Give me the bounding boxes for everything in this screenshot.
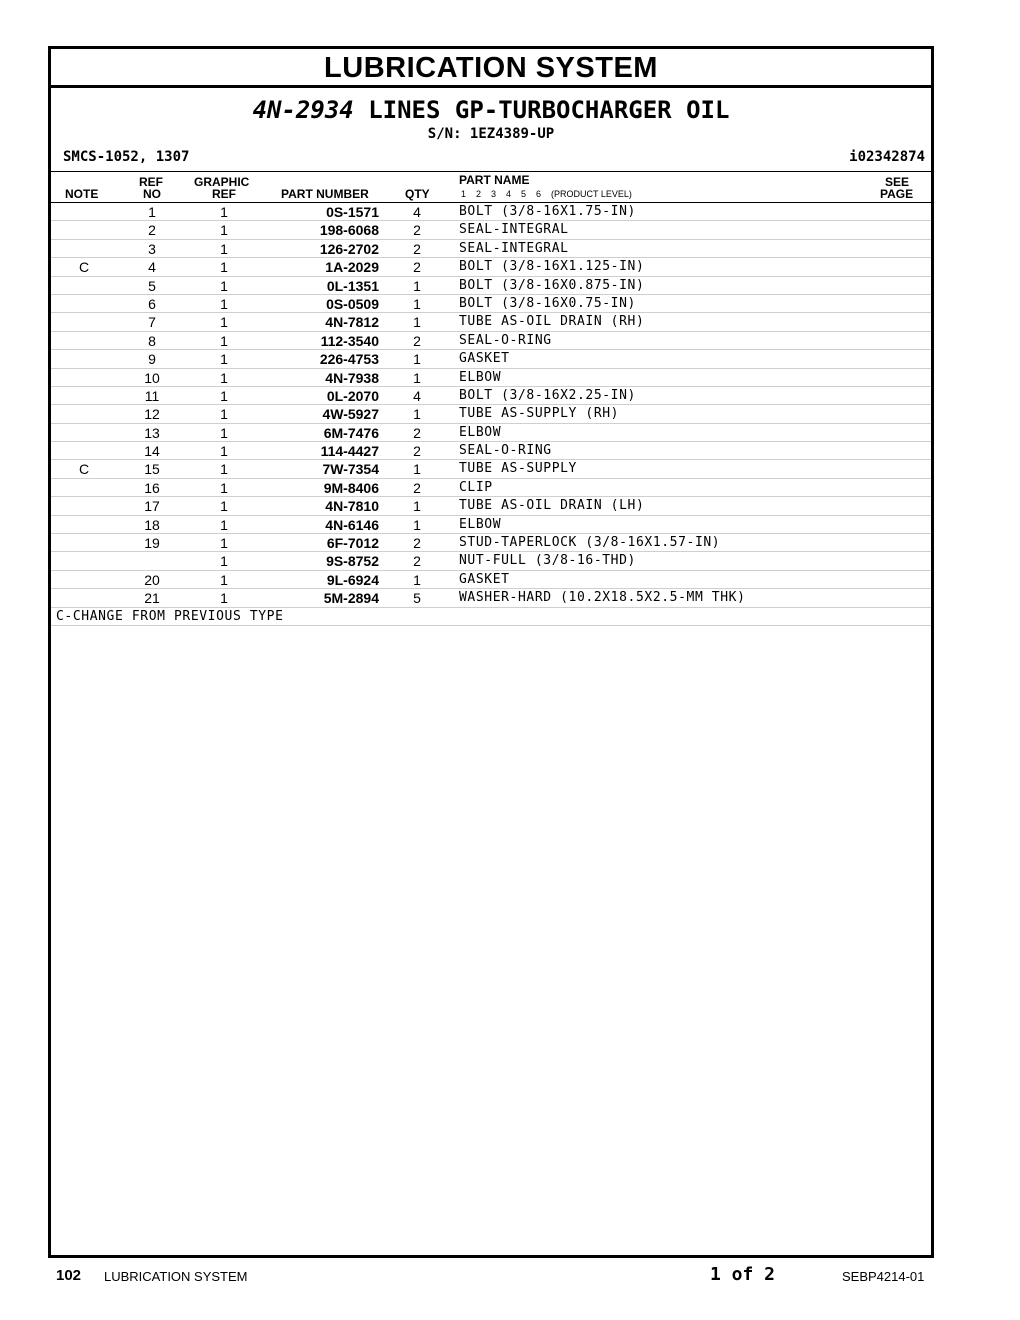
part-name-cell: SEAL-O-RING (459, 443, 552, 459)
part-number-cell: 6F-7012 (326, 535, 379, 552)
part-number-cell: 4N-7810 (325, 498, 379, 515)
graphic-ref-cell: 1 (220, 387, 228, 404)
part-name-cell: STUD-TAPERLOCK (3/8-16X1.57-IN) (459, 535, 721, 551)
part-name-cell: BOLT (3/8-16X0.75-IN) (459, 295, 636, 311)
table-row (51, 203, 931, 221)
graphic-ref-cell: 1 (220, 277, 228, 294)
part-number-cell: 112-3540 (320, 332, 379, 349)
graphic-ref-cell: 1 (220, 204, 228, 220)
part-name-cell: GASKET (459, 571, 510, 587)
col-ref-bottom: NO (143, 187, 161, 201)
quantity-cell: 2 (413, 553, 421, 570)
ref-number-cell: 13 (144, 424, 160, 441)
col-ref-top: REF (139, 175, 163, 189)
illustration-id: i02342874 (849, 149, 925, 165)
graphic-ref-cell: 1 (220, 295, 228, 312)
ref-number-cell: 16 (144, 479, 160, 496)
part-number-cell: 198-6068 (319, 222, 379, 239)
table-row (51, 460, 931, 478)
page-number: 102 (56, 1267, 82, 1284)
part-number-cell: 9M-8406 (323, 479, 379, 496)
col-part-number: PART NUMBER (281, 187, 369, 201)
system-title: LUBRICATION SYSTEM (51, 49, 931, 88)
part-number-cell: 6M-7476 (323, 424, 379, 441)
graphic-ref-cell: 1 (220, 553, 228, 570)
ref-number-cell: 19 (144, 535, 160, 552)
col-graphic-top: GRAPHIC (194, 175, 250, 189)
part-number-cell: 7W-7354 (322, 461, 379, 478)
quantity-cell: 2 (413, 424, 421, 441)
table-row (51, 350, 931, 368)
part-name-cell: NUT-FULL (3/8-16-THD) (459, 553, 636, 569)
part-name-cell: WASHER-HARD (10.2X18.5X2.5-MM THK) (459, 590, 746, 606)
ref-number-cell: 5 (148, 277, 156, 294)
table-row (51, 442, 931, 460)
graphic-ref-cell: 1 (220, 351, 228, 368)
ref-number-cell: 8 (148, 332, 156, 349)
ref-number-cell: 10 (144, 369, 160, 386)
quantity-cell: 2 (413, 479, 421, 496)
table-row (51, 479, 931, 497)
table-row (51, 405, 931, 423)
ref-number-cell: 2 (148, 222, 156, 239)
col-see-bottom: PAGE (880, 187, 914, 201)
part-number-cell: 126-2702 (319, 240, 379, 257)
ref-number-cell: 12 (144, 406, 160, 423)
parts-list (51, 203, 931, 608)
table-row (51, 589, 931, 607)
part-number-cell: 114-4427 (320, 443, 379, 460)
graphic-ref-cell: 1 (220, 571, 228, 588)
graphic-ref-cell: 1 (220, 479, 228, 496)
quantity-cell: 2 (413, 240, 421, 257)
quantity-cell: 1 (413, 498, 421, 515)
part-name-cell: ELBOW (459, 424, 502, 440)
graphic-ref-cell: 1 (220, 332, 228, 349)
table-row (51, 313, 931, 331)
col-qty: QTY (405, 187, 430, 201)
group-title (51, 96, 931, 124)
part-name-cell: ELBOW (459, 516, 502, 532)
quantity-cell: 1 (413, 406, 421, 423)
note-cell: C (78, 259, 90, 276)
part-name-cell: ELBOW (459, 369, 502, 385)
quantity-cell: 4 (413, 387, 421, 404)
quantity-cell: 5 (413, 590, 421, 607)
ref-number-cell: 21 (144, 590, 160, 607)
change-footnote: C-CHANGE FROM PREVIOUS TYPE (51, 608, 931, 626)
col-part-name: PART NAME (459, 173, 530, 187)
col-see-top: SEE (885, 175, 910, 189)
ref-number-cell: 6 (148, 295, 156, 312)
part-number-cell: 0L-2070 (326, 387, 379, 404)
table-row (51, 221, 931, 239)
table-row (51, 571, 931, 589)
parts-page-frame (48, 46, 934, 1258)
quantity-cell: 2 (413, 259, 421, 276)
document-number: SEBP4214-01 (842, 1269, 925, 1284)
quantity-cell: 2 (413, 535, 421, 552)
table-row (51, 497, 931, 515)
page-footer (0, 1264, 1020, 1294)
table-row (51, 534, 931, 552)
serial-range: S/N: 1EZ4389-UP (427, 126, 555, 142)
ref-number-cell: 17 (144, 498, 160, 515)
part-name-cell: TUBE AS-SUPPLY (459, 461, 577, 477)
part-name-cell: GASKET (459, 351, 510, 367)
graphic-ref-cell: 1 (220, 369, 228, 386)
part-name-cell: BOLT (3/8-16X2.25-IN) (459, 387, 636, 403)
quantity-cell: 2 (413, 222, 421, 239)
graphic-ref-cell: 1 (220, 590, 228, 607)
graphic-ref-cell: 1 (220, 406, 228, 423)
part-number-cell: 5M-2894 (323, 590, 379, 607)
quantity-cell: 1 (413, 314, 421, 331)
graphic-ref-cell: 1 (220, 240, 228, 257)
graphic-ref-cell: 1 (220, 461, 228, 478)
part-number-cell: 0S-0509 (326, 295, 379, 312)
graphic-ref-cell: 1 (220, 424, 228, 441)
table-row (51, 424, 931, 442)
ref-number-cell: 20 (144, 571, 160, 588)
quantity-cell: 4 (413, 204, 421, 220)
quantity-cell: 2 (413, 443, 421, 460)
group-part-number: 4N-2934 (252, 96, 354, 124)
table-row (51, 295, 931, 313)
graphic-ref-cell: 1 (220, 259, 228, 276)
column-header (51, 172, 931, 203)
part-name-cell: CLIP (459, 479, 493, 495)
smcs-row (51, 143, 931, 172)
part-number-cell: 0L-1351 (326, 277, 379, 294)
part-name-cell: SEAL-INTEGRAL (459, 240, 569, 256)
group-name: LINES GP-TURBOCHARGER OIL (368, 96, 730, 124)
quantity-cell: 1 (413, 461, 421, 478)
part-name-cell: SEAL-O-RING (459, 332, 552, 348)
table-row (51, 552, 931, 570)
quantity-cell: 1 (413, 295, 421, 312)
part-number-cell: 1A-2029 (325, 259, 379, 276)
part-name-cell: TUBE AS-OIL DRAIN (RH) (459, 314, 645, 330)
quantity-cell: 1 (413, 277, 421, 294)
quantity-cell: 1 (413, 516, 421, 533)
table-row (51, 516, 931, 534)
ref-number-cell: 3 (148, 240, 156, 257)
quantity-cell: 1 (413, 351, 421, 368)
table-row (51, 240, 931, 258)
col-graphic-bottom: REF (212, 187, 236, 201)
part-number-cell: 4N-7938 (325, 369, 379, 386)
graphic-ref-cell: 1 (220, 222, 228, 239)
ref-number-cell: 18 (144, 516, 160, 533)
part-number-cell: 9S-8752 (326, 553, 379, 570)
part-name-cell: TUBE AS-SUPPLY (RH) (459, 406, 620, 422)
quantity-cell: 1 (413, 571, 421, 588)
col-note: NOTE (65, 187, 99, 201)
table-row (51, 277, 931, 295)
quantity-cell: 2 (413, 332, 421, 349)
page-of: 1 of 2 (710, 1264, 776, 1285)
part-number-cell: 4N-7812 (325, 314, 379, 331)
part-name-cell: BOLT (3/8-16X1.75-IN) (459, 204, 636, 219)
ref-number-cell: 11 (144, 387, 160, 404)
ref-number-cell: 15 (144, 461, 160, 478)
graphic-ref-cell: 1 (220, 498, 228, 515)
ref-number-cell: 9 (148, 351, 156, 368)
part-number-cell: 226-4753 (319, 351, 379, 368)
ref-number-cell: 4 (148, 259, 156, 276)
part-name-cell: BOLT (3/8-16X0.875-IN) (459, 277, 645, 293)
graphic-ref-cell: 1 (220, 516, 228, 533)
table-row (51, 369, 931, 387)
note-cell: C (78, 461, 90, 478)
footer-section: LUBRICATION SYSTEM (104, 1269, 248, 1284)
ref-number-cell: 7 (148, 314, 156, 331)
part-name-cell: TUBE AS-OIL DRAIN (LH) (459, 498, 645, 514)
col-product-levels: 1 2 3 4 5 6 (PRODUCT LEVEL) (461, 189, 632, 199)
table-row (51, 332, 931, 350)
part-number-cell: 0S-1571 (326, 204, 379, 220)
part-number-cell: 4W-5927 (322, 406, 379, 423)
part-name-cell: BOLT (3/8-16X1.125-IN) (459, 259, 645, 275)
part-name-cell: SEAL-INTEGRAL (459, 222, 569, 238)
graphic-ref-cell: 1 (220, 535, 228, 552)
table-row (51, 258, 931, 276)
part-number-cell: 9L-6924 (326, 571, 379, 588)
graphic-ref-cell: 1 (220, 443, 228, 460)
table-row (51, 387, 931, 405)
ref-number-cell: 14 (144, 443, 160, 460)
graphic-ref-cell: 1 (220, 314, 228, 331)
ref-number-cell: 1 (148, 204, 156, 220)
smcs-codes: SMCS-1052, 1307 (63, 149, 190, 165)
quantity-cell: 1 (413, 369, 421, 386)
part-number-cell: 4N-6146 (325, 516, 379, 533)
